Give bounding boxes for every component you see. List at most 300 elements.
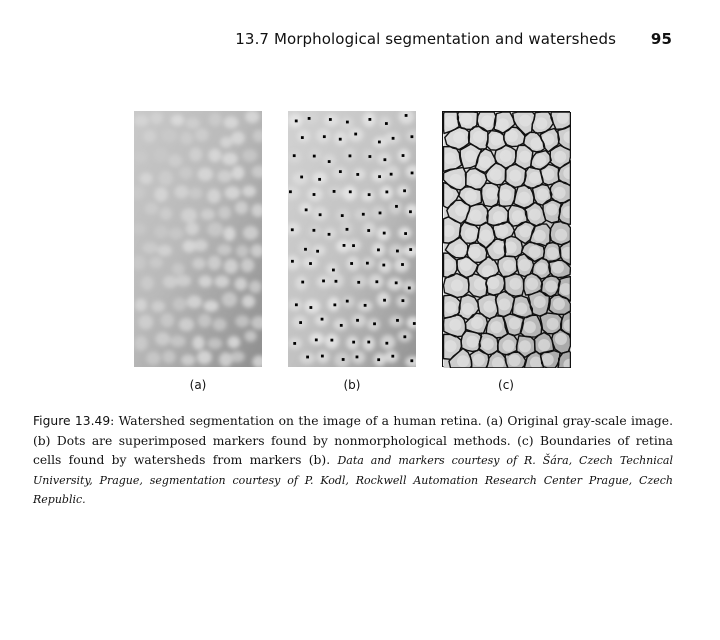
retina-cell: [547, 318, 559, 330]
retina-cell: [490, 168, 502, 180]
retina-cell: [502, 340, 514, 352]
retina-cell: [154, 225, 168, 238]
marker-dot: [378, 175, 381, 178]
retina-cell: [509, 317, 521, 329]
marker-dot: [289, 190, 292, 193]
marker-dot: [333, 190, 336, 193]
marker-dot: [293, 154, 296, 157]
figure-panel-b: [288, 111, 416, 367]
retina-cell: [487, 277, 499, 289]
marker-dot: [362, 213, 365, 216]
marker-dot: [318, 178, 321, 181]
marker-dot: [339, 138, 342, 141]
marker-dot: [368, 155, 371, 158]
retina-cell: [195, 128, 209, 141]
retina-cell: [199, 275, 213, 287]
retina-cell: [218, 206, 231, 219]
marker-dot: [402, 154, 405, 157]
marker-dot: [403, 189, 406, 192]
marker-dot: [364, 304, 367, 307]
retina-cell: [189, 188, 203, 199]
retina-cell: [454, 244, 466, 256]
retina-cell: [509, 278, 521, 290]
marker-dot: [342, 358, 345, 361]
marker-dot: [316, 250, 319, 253]
retina-cell: [506, 130, 518, 142]
marker-dot: [404, 232, 407, 235]
retina-cell: [537, 188, 549, 200]
retina-cell: [444, 152, 456, 164]
retina-cell: [512, 210, 524, 222]
retina-cell: [496, 225, 508, 237]
retina-cell: [288, 299, 302, 312]
marker-dot: [350, 262, 353, 265]
retina-cell: [140, 173, 153, 185]
retina-cell: [363, 336, 375, 351]
retina-watershed-image: [443, 112, 571, 368]
retina-cell: [209, 113, 222, 127]
retina-cell: [469, 247, 481, 259]
retina-cell: [303, 112, 319, 124]
marker-dot: [413, 322, 416, 325]
marker-dot: [405, 114, 408, 117]
marker-dot: [385, 122, 388, 125]
retina-cell: [519, 151, 531, 163]
retina-cell: [497, 118, 509, 130]
retina-cell: [534, 154, 546, 166]
marker-dot: [352, 244, 355, 247]
marker-dot: [356, 173, 359, 176]
marker-dot: [411, 135, 414, 138]
retina-cell: [515, 303, 527, 315]
retina-cell: [227, 336, 240, 348]
marker-dot: [346, 121, 349, 124]
marker-dot: [383, 232, 386, 235]
marker-dot: [322, 280, 325, 283]
marker-dot: [328, 233, 331, 236]
retina-cell: [154, 187, 168, 201]
running-header: [0, 30, 672, 52]
retina-cell: [480, 229, 492, 241]
marker-dot: [341, 214, 344, 217]
retina-cell: [342, 186, 357, 201]
retina-cell: [231, 131, 245, 144]
retina-cell: [538, 339, 550, 351]
marker-dot: [368, 118, 371, 121]
retina-cell: [555, 229, 567, 241]
marker-dot: [309, 262, 312, 265]
retina-cell: [193, 240, 207, 252]
marker-dot: [352, 341, 355, 344]
retina-cell: [389, 201, 402, 214]
retina-cell: [220, 137, 232, 148]
retina-cell: [135, 336, 148, 351]
retina-cell: [201, 209, 215, 220]
retina-cell: [146, 352, 160, 365]
figure-panel-c: [442, 111, 570, 367]
retina-cell: [500, 150, 512, 162]
figure-panel-a: [134, 111, 262, 367]
retina-cell: [232, 166, 245, 180]
retina-cell: [557, 112, 569, 124]
marker-dot: [373, 322, 376, 325]
retina-cell: [493, 211, 505, 223]
retina-cell: [466, 336, 478, 348]
retina-cell: [518, 259, 530, 271]
retina-cell: [331, 274, 344, 288]
retina-cell: [171, 115, 184, 126]
marker-dot: [340, 324, 343, 327]
marker-dot: [383, 299, 386, 302]
retina-cell: [160, 208, 172, 220]
retina-cell: [179, 167, 192, 179]
marker-dot: [349, 190, 352, 193]
retina-cell: [159, 171, 173, 186]
marker-dot: [321, 355, 324, 358]
retina-cell: [176, 275, 191, 286]
retina-cell: [235, 278, 247, 291]
retina-cell: [465, 150, 477, 162]
retina-cell: [170, 336, 185, 347]
retina-cell: [134, 152, 147, 163]
marker-dot: [382, 264, 385, 267]
marker-dot: [313, 155, 316, 158]
marker-dot: [333, 303, 336, 306]
retina-cell: [483, 301, 495, 313]
retina-cell: [553, 298, 565, 310]
marker-dot: [321, 318, 324, 321]
retina-cell: [236, 245, 248, 257]
marker-dot: [299, 321, 302, 324]
marker-dot: [291, 260, 294, 263]
retina-cell: [552, 261, 564, 273]
retina-cell: [384, 351, 398, 363]
retina-cell: [207, 189, 221, 204]
retina-cell: [158, 245, 172, 256]
retina-cell: [189, 148, 202, 162]
retina-cell: [485, 187, 497, 199]
retina-cell: [222, 292, 237, 307]
marker-dot: [396, 319, 399, 322]
retina-cell: [545, 280, 557, 292]
retina-cell: [180, 132, 193, 145]
retina-cell: [397, 185, 409, 197]
retina-cell: [172, 263, 185, 275]
marker-dot: [396, 250, 399, 253]
marker-dot: [313, 193, 316, 196]
retina-cell: [208, 256, 221, 270]
marker-dot: [356, 319, 359, 322]
retina-cell: [353, 168, 365, 179]
retina-cell: [479, 156, 491, 168]
subfigure-label-a: (a): [189, 378, 207, 392]
retina-cell: [192, 336, 204, 350]
retina-cell: [457, 355, 469, 367]
retina-cell: [207, 222, 223, 236]
marker-dot: [328, 160, 331, 163]
retina-cell: [555, 333, 567, 345]
marker-dot: [395, 281, 398, 284]
retina-cell: [169, 228, 183, 239]
marker-dot: [377, 358, 380, 361]
marker-dot: [301, 136, 304, 139]
retina-cell: [217, 244, 232, 255]
retina-cell: [474, 278, 486, 290]
retina-cell: [352, 351, 366, 364]
marker-dot: [332, 269, 335, 272]
retina-cell: [465, 190, 477, 202]
retina-cell: [292, 172, 308, 185]
marker-dot: [408, 287, 411, 290]
marker-dot: [319, 213, 322, 216]
retina-cell: [490, 321, 502, 333]
retina-cell: [186, 118, 200, 129]
retina-cell: [451, 279, 463, 291]
retina-cell: [519, 225, 531, 237]
retina-cell: [508, 354, 520, 366]
retina-cell: [242, 295, 255, 308]
retina-cell: [224, 116, 239, 128]
retina-cell: [524, 321, 536, 333]
marker-dot: [390, 173, 393, 176]
marker-dot: [315, 338, 318, 341]
marker-dot: [395, 205, 398, 208]
retina-cell: [354, 209, 369, 221]
retina-cell: [449, 319, 461, 331]
page-number: 95: [650, 30, 672, 48]
marker-dot: [403, 335, 406, 338]
retina-cell: [473, 354, 485, 366]
retina-cell: [197, 167, 213, 180]
marker-dot: [410, 359, 413, 362]
retina-cell: [535, 263, 547, 275]
retina-cell: [450, 174, 462, 186]
retina-cell: [204, 300, 219, 311]
retina-cell: [197, 351, 212, 365]
retina-cell: [534, 296, 546, 308]
marker-dot: [313, 229, 316, 232]
subfigure-label-c: (c): [498, 378, 514, 392]
marker-dot: [409, 210, 412, 213]
retina-cell: [224, 186, 240, 199]
subfigure-label-b: (b): [343, 378, 361, 392]
marker-dot: [304, 248, 307, 251]
retina-cell: [526, 278, 538, 290]
marker-dot: [354, 133, 357, 136]
marker-dot: [385, 342, 388, 345]
retina-cell: [181, 355, 195, 366]
marker-dot: [392, 137, 395, 140]
retina-cell: [150, 112, 163, 124]
marker-dot: [295, 120, 298, 123]
retina-cell: [546, 203, 558, 215]
marker-dot: [402, 299, 405, 302]
retina-cell: [163, 351, 176, 364]
retina-cell: [208, 149, 221, 163]
retina-cell: [213, 318, 227, 331]
retina-cell: [242, 186, 256, 197]
marker-dot: [293, 342, 296, 345]
retina-cell: [547, 247, 559, 259]
retina-cell: [453, 131, 465, 143]
retina-cell: [519, 340, 531, 352]
retina-cell: [498, 298, 510, 310]
retina-cell: [444, 340, 456, 352]
retina-cell: [142, 242, 158, 253]
marker-dot: [343, 244, 346, 247]
figure-caption: [33, 412, 673, 510]
marker-dot: [409, 248, 412, 251]
retina-cell: [145, 203, 158, 215]
retina-cell: [245, 331, 257, 342]
retina-cell: [455, 204, 467, 216]
caption-credits: Data and markers courtesy of R. Šára, Czech Technical University, Prague, segmentation courtesy of P. Kodl, Rockwell Automation Research Center Prague, Czech Republic.: [33, 454, 673, 507]
retina-cell: [288, 151, 301, 163]
retina-cell: [473, 131, 485, 143]
retina-cell: [518, 192, 530, 204]
retina-cell: [235, 201, 248, 214]
marker-dot: [401, 263, 404, 266]
retina-cell: [163, 275, 177, 288]
retina-original-image: [134, 111, 262, 367]
retina-cell: [509, 170, 521, 182]
retina-cell: [443, 225, 455, 237]
retina-cell: [471, 317, 483, 329]
retina-cell: [470, 209, 482, 221]
marker-dot: [329, 118, 332, 121]
marker-dot: [385, 191, 388, 194]
retina-cell: [154, 148, 169, 162]
retina-cell: [542, 168, 554, 180]
retina-cell: [308, 226, 321, 238]
marker-dot: [339, 170, 342, 173]
retina-cell: [235, 315, 249, 327]
retina-cell: [135, 299, 147, 312]
marker-dot: [349, 154, 352, 157]
retina-cell: [243, 226, 258, 240]
marker-dot: [367, 229, 370, 232]
retina-cell: [500, 189, 512, 201]
retina-cell: [481, 115, 493, 127]
retina-cell: [215, 276, 230, 288]
retina-cell: [482, 338, 494, 350]
retina-cell: [503, 260, 515, 272]
retina-cell: [223, 227, 235, 241]
retina-cell: [534, 230, 546, 242]
retina-cell: [469, 174, 481, 186]
retina-markers-image: [288, 111, 416, 367]
retina-cell: [554, 151, 566, 163]
caption-text: : Watershed segmentation on the image of a human retina. (a) Original gray-scale image. (b) Dots are superimposed markers found by nonmorphological methods. (c) Boundaries of retina cells found by watersheds from markers (b).: [33, 414, 673, 468]
retina-cell: [529, 172, 541, 184]
marker-dot: [330, 339, 333, 342]
retina-cell: [529, 208, 541, 220]
retina-cell: [242, 149, 257, 162]
marker-dot: [306, 356, 309, 359]
retina-cell: [241, 258, 254, 272]
retina-cell: [217, 170, 232, 182]
marker-dot: [357, 281, 360, 284]
marker-dot: [346, 228, 349, 231]
retina-cell: [161, 313, 175, 327]
retina-cell: [490, 133, 502, 145]
retina-cell: [462, 303, 474, 315]
marker-dot: [368, 193, 371, 196]
retina-cell: [222, 153, 238, 166]
marker-dot: [300, 176, 303, 179]
retina-cell: [519, 114, 531, 126]
retina-cell: [143, 130, 156, 142]
retina-cell: [181, 208, 197, 222]
retina-cell: [460, 113, 472, 125]
marker-dot: [378, 141, 381, 144]
marker-dot: [367, 341, 370, 344]
marker-dot: [308, 117, 311, 120]
retina-cell: [493, 242, 505, 254]
retina-cell: [230, 351, 245, 362]
retina-cell: [173, 298, 187, 311]
retina-cell: [460, 259, 472, 271]
retina-cell: [245, 111, 259, 123]
marker-dot: [323, 135, 326, 138]
retina-cell: [249, 280, 261, 293]
marker-dot: [305, 208, 308, 211]
retina-cell: [554, 187, 566, 199]
marker-dot: [391, 355, 394, 358]
marker-dot: [379, 212, 382, 215]
retina-cell: [152, 301, 165, 312]
retina-cell: [198, 314, 211, 328]
retina-cell: [304, 299, 320, 313]
retina-cell: [535, 117, 547, 129]
retina-cell: [141, 276, 154, 290]
retina-cell: [224, 259, 238, 274]
retina-cell: [542, 354, 554, 366]
marker-dot: [309, 306, 312, 309]
retina-cell: [187, 296, 202, 309]
section-title: 13.7 Morphological segmentation and watersheds: [235, 30, 617, 48]
retina-cell: [161, 129, 177, 142]
marker-dot: [291, 228, 294, 231]
retina-cell: [219, 352, 232, 367]
marker-dot: [366, 262, 369, 265]
marker-dot: [301, 281, 304, 284]
marker-dot: [411, 172, 414, 175]
retina-cell: [134, 115, 149, 127]
retina-cell: [465, 228, 477, 240]
retina-cell: [179, 318, 194, 331]
retina-cell: [174, 185, 188, 198]
retina-cell: [208, 338, 223, 349]
retina-cell: [186, 222, 199, 235]
retina-cell: [168, 155, 182, 167]
marker-dot: [356, 356, 359, 359]
retina-cell: [155, 332, 170, 346]
marker-dot: [346, 300, 349, 303]
retina-cell: [445, 116, 457, 128]
marker-dot: [295, 303, 298, 306]
figure-label: Figure 13.49: [33, 414, 111, 428]
retina-cell: [192, 258, 205, 269]
retina-cell: [444, 301, 456, 313]
retina-cell: [138, 315, 153, 329]
retina-cell: [328, 186, 344, 197]
retina-cell: [529, 246, 541, 258]
marker-dot: [377, 248, 380, 251]
retina-cell: [150, 257, 163, 268]
marker-dot: [383, 158, 386, 161]
marker-dot: [375, 280, 378, 283]
